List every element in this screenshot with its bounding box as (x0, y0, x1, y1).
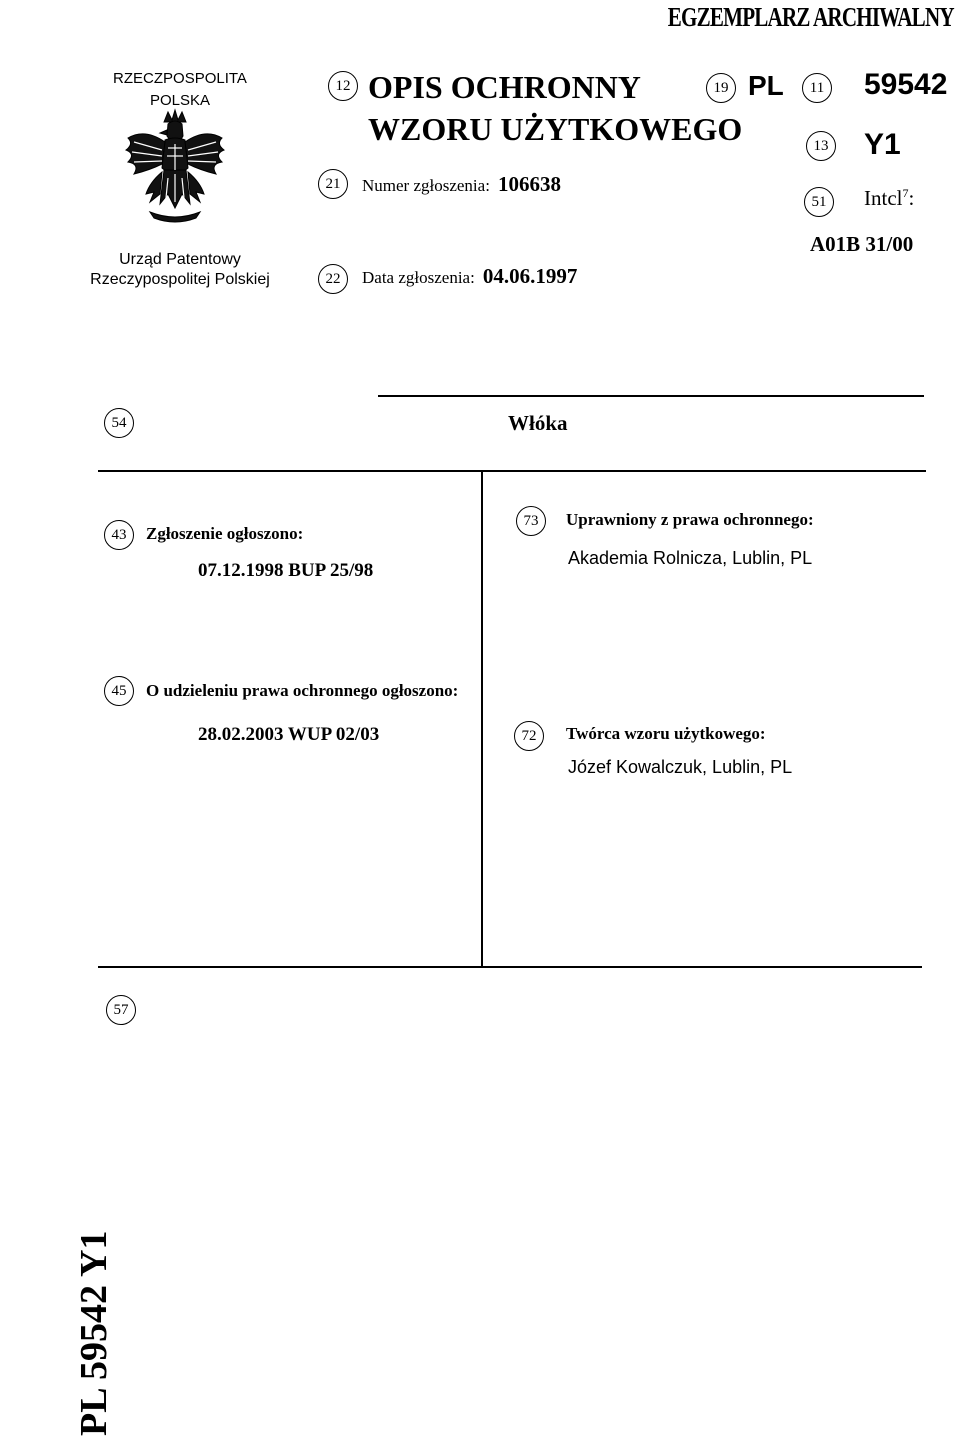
ipc-colon: : (908, 186, 915, 210)
creator-label: Twórca wzoru użytkowego: (566, 724, 766, 743)
code-51-circle: 51 (804, 187, 834, 217)
office-line-2: Rzeczypospolitej Polskiej (90, 271, 270, 288)
code-57-circle: 57 (106, 995, 136, 1025)
country-name (80, 68, 280, 112)
divider-middle (98, 470, 926, 472)
holder-label: Uprawniony z prawa ochronnego: (566, 510, 814, 529)
filing-value: 04.06.1997 (482, 264, 578, 288)
filing-date (362, 264, 577, 289)
code-13-circle: 13 (806, 131, 836, 161)
title-line-2: WZORU UŻYTKOWEGO (368, 111, 743, 147)
document-number: 59542 (864, 68, 948, 101)
office-line-1: Urząd Patentowy (119, 251, 241, 268)
ipc-edition: 7 (902, 186, 909, 200)
country-code: PL (748, 70, 784, 101)
invention-title: Włóka (508, 411, 568, 435)
code-54-circle: 54 (104, 408, 134, 438)
ipc-label (864, 186, 914, 211)
granted-label: O udzieleniu prawa ochronnego ogłoszono: (146, 681, 459, 700)
code-43-circle: 43 (104, 520, 134, 550)
archive-stamp: EGZEMPLARZ ARCHIWALNY (667, 2, 954, 32)
code-11-circle: 11 (802, 73, 832, 103)
code-45-circle: 45 (104, 676, 134, 706)
code-72-circle: 72 (514, 721, 544, 751)
country-line-2: POLSKA (149, 92, 211, 109)
title-line-1: OPIS OCHRONNY (368, 69, 641, 105)
divider-bottom (98, 966, 922, 968)
country-line-1: RZECZPOSPOLITA (113, 70, 247, 87)
application-number (362, 172, 561, 197)
published-value: 07.12.1998 BUP 25/98 (198, 560, 374, 581)
granted-value: 28.02.2003 WUP 02/03 (198, 724, 380, 745)
application-value: 106638 (497, 172, 561, 196)
filing-label: Data zgłoszenia: (362, 268, 475, 287)
patent-office (70, 250, 290, 290)
ipc-classification: A01B 31/00 (810, 232, 914, 256)
divider-top (378, 395, 924, 397)
holder-value: Akademia Rolnicza, Lublin, PL (568, 548, 813, 568)
code-73-circle: 73 (516, 506, 546, 536)
creator-value: Józef Kowalczuk, Lublin, PL (568, 757, 793, 777)
code-12-circle: 12 (328, 71, 358, 101)
ipc-label-text: Intcl (864, 186, 903, 210)
published-label: Zgłoszenie ogłoszono: (146, 524, 304, 543)
eagle-emblem (120, 108, 230, 228)
kind-code: Y1 (864, 128, 901, 161)
document-title (368, 66, 742, 150)
application-label: Numer zgłoszenia: (362, 176, 490, 195)
code-22-circle: 22 (318, 264, 348, 294)
code-21-circle: 21 (318, 169, 348, 199)
column-divider (481, 471, 483, 966)
code-19-circle: 19 (706, 73, 736, 103)
vertical-document-id: PL 59542 Y1 (73, 1230, 115, 1436)
